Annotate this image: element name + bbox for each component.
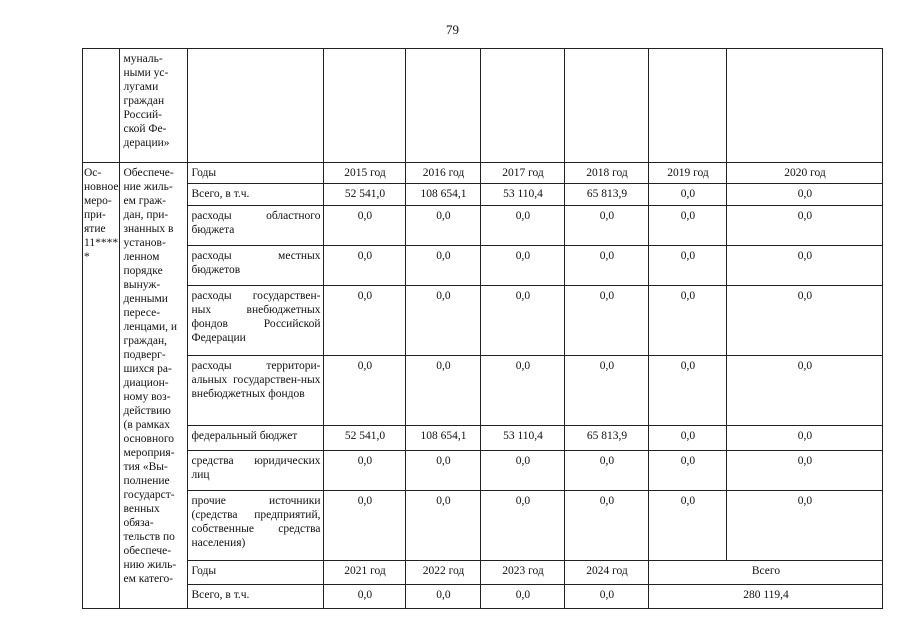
- value-cell: 108 654,1: [406, 426, 481, 451]
- value-cell: 0,0: [649, 206, 727, 246]
- value-cell: 0,0: [324, 491, 406, 561]
- year-header: 2020 год: [727, 163, 883, 184]
- table-row: [83, 451, 883, 491]
- value-cell: 0,0: [406, 206, 481, 246]
- value-cell: 0,0: [324, 246, 406, 286]
- year-header: 2024 год: [565, 561, 649, 585]
- value-cell: 0,0: [565, 451, 649, 491]
- value-cell: 0,0: [727, 206, 883, 246]
- year-header: 2022 год: [406, 561, 481, 585]
- value-cell: 108 654,1: [406, 184, 481, 206]
- value-cell: 0,0: [406, 451, 481, 491]
- continuation-description-cell: муналь- ными ус- лугами граждан Россий- ской Фе- дерации»: [120, 49, 188, 163]
- total-value: 280 119,4: [649, 585, 883, 609]
- year-header: 2021 год: [324, 561, 406, 585]
- value-cell: 0,0: [565, 286, 649, 356]
- value-cell: 0,0: [406, 491, 481, 561]
- value-cell: 52 541,0: [324, 184, 406, 206]
- year-header: 2017 год: [481, 163, 565, 184]
- years-label: Годы: [188, 561, 324, 585]
- row-label: расходы областного бюджета: [188, 206, 324, 246]
- continuation-row: [83, 49, 883, 163]
- row-label: расходы территори-альных государствен-ных внебюджетных фондов: [188, 356, 324, 426]
- value-cell: 0,0: [406, 356, 481, 426]
- row-label: Всего, в т.ч.: [188, 184, 324, 206]
- years-header-row-2: [83, 561, 883, 585]
- value-cell: 0,0: [324, 356, 406, 426]
- value-cell: 65 813,9: [565, 184, 649, 206]
- table-row: [83, 356, 883, 426]
- row-label: расходы государствен-ных внебюджетных фондов Российской Федерации: [188, 286, 324, 356]
- value-cell: 0,0: [727, 451, 883, 491]
- total-header: Всего: [649, 561, 883, 585]
- value-cell: 0,0: [649, 246, 727, 286]
- value-cell: 53 110,4: [481, 184, 565, 206]
- value-cell: 0,0: [406, 585, 481, 609]
- continuation-activity-cell: [83, 49, 120, 163]
- value-cell: 52 541,0: [324, 426, 406, 451]
- value-cell: 0,0: [727, 491, 883, 561]
- value-cell: 0,0: [481, 585, 565, 609]
- year-header: 2015 год: [324, 163, 406, 184]
- value-cell: 0,0: [481, 451, 565, 491]
- years-header-row: [83, 163, 883, 184]
- value-cell: 0,0: [565, 356, 649, 426]
- value-cell: 0,0: [649, 491, 727, 561]
- table-row: [83, 206, 883, 246]
- row-label: федеральный бюджет: [188, 426, 324, 451]
- value-cell: 0,0: [565, 585, 649, 609]
- value-cell: 0,0: [649, 451, 727, 491]
- value-cell: 0,0: [727, 246, 883, 286]
- value-cell: 0,0: [481, 246, 565, 286]
- value-cell: 0,0: [649, 286, 727, 356]
- row-label: Всего, в т.ч.: [188, 585, 324, 609]
- value-cell: 0,0: [481, 206, 565, 246]
- table-row: [83, 184, 883, 206]
- value-cell: 0,0: [727, 356, 883, 426]
- value-cell: 0,0: [324, 585, 406, 609]
- page-number: 79: [446, 22, 459, 37]
- value-cell: 0,0: [649, 356, 727, 426]
- year-header: 2016 год: [406, 163, 481, 184]
- budget-table: [82, 48, 883, 609]
- value-cell: 65 813,9: [565, 426, 649, 451]
- table-row: [83, 286, 883, 356]
- activity-cell: Ос- новное меро- при- ятие 11**** *: [83, 163, 120, 609]
- year-header: 2023 год: [481, 561, 565, 585]
- years-label: Годы: [188, 163, 324, 184]
- value-cell: 0,0: [649, 426, 727, 451]
- year-header: 2019 год: [649, 163, 727, 184]
- value-cell: 0,0: [565, 491, 649, 561]
- row-label: средства юридических лиц: [188, 451, 324, 491]
- value-cell: 0,0: [406, 286, 481, 356]
- value-cell: 0,0: [727, 426, 883, 451]
- value-cell: 0,0: [324, 286, 406, 356]
- table-row: [83, 246, 883, 286]
- value-cell: 0,0: [481, 491, 565, 561]
- value-cell: 0,0: [406, 246, 481, 286]
- value-cell: 0,0: [324, 451, 406, 491]
- value-cell: 0,0: [481, 286, 565, 356]
- value-cell: 0,0: [565, 206, 649, 246]
- value-cell: 53 110,4: [481, 426, 565, 451]
- row-label: расходы местных бюджетов: [188, 246, 324, 286]
- row-label: прочие источники (средства предприятий, собственные средства населения): [188, 491, 324, 561]
- table-row: [83, 426, 883, 451]
- value-cell: 0,0: [727, 184, 883, 206]
- value-cell: 0,0: [324, 206, 406, 246]
- description-cell: Обеспече- ние жиль- ем граж- дан, при- знанных в установ- ленном порядке вынуж- денными пересе- ленцами, и граждан, подверг- шихся ра- диацион- ному воз- действию (в рамках основного мероприя- тия «Вы- полнение государст- венных обяза- тельств по обеспече- нию жиль- ем катего-: [120, 163, 188, 609]
- value-cell: 0,0: [727, 286, 883, 356]
- year-header: 2018 год: [565, 163, 649, 184]
- table-row: [83, 491, 883, 561]
- value-cell: 0,0: [565, 246, 649, 286]
- value-cell: 0,0: [649, 184, 727, 206]
- value-cell: 0,0: [481, 356, 565, 426]
- table-row: [83, 585, 883, 609]
